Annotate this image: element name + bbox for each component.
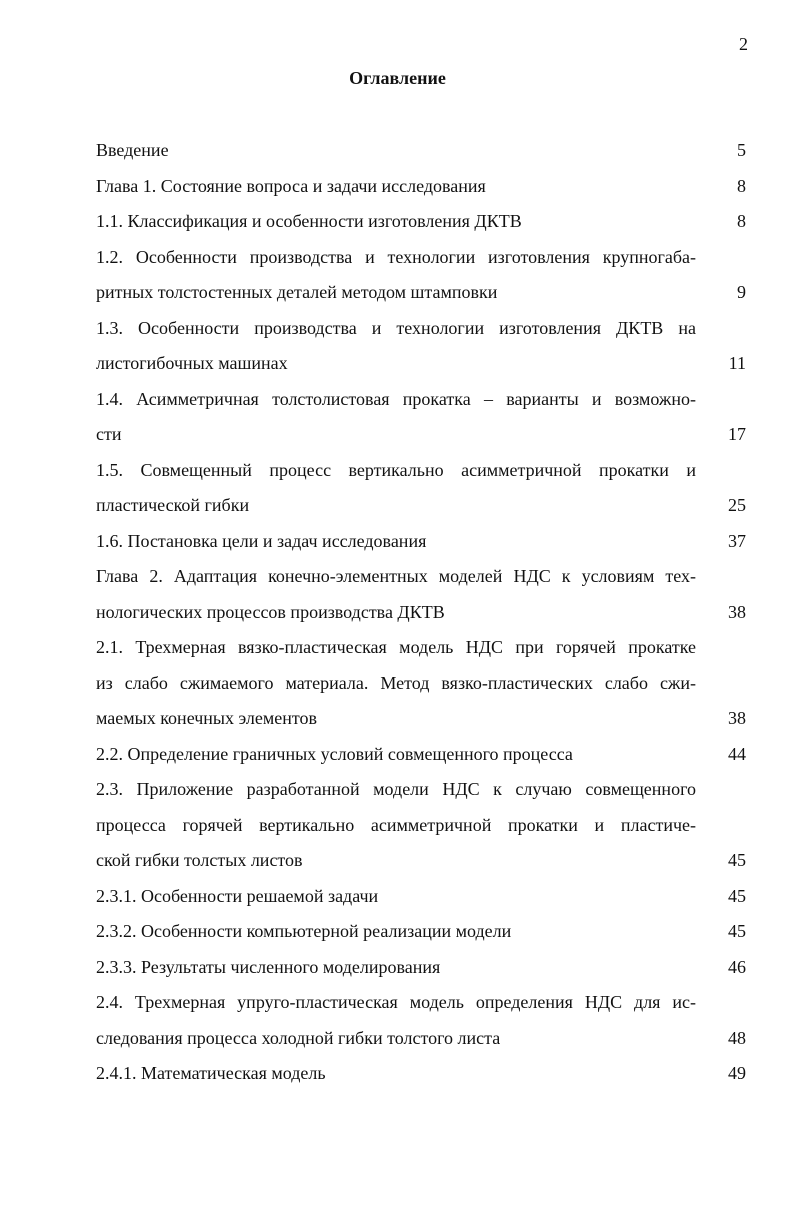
toc-entry-page: 45: [728, 921, 746, 941]
toc-entry-page: 5: [737, 140, 746, 160]
toc-entry-text: 1.3. Особенности производства и технологии изготовления ДКТВ на: [96, 317, 696, 338]
toc-entry-text: 1.1. Классификация и особенности изготовления ДКТВ: [96, 211, 522, 231]
toc-entry-page: 8: [737, 175, 746, 196]
toc-entry: [96, 559, 746, 630]
toc-entry-text: листогибочных машинах: [96, 353, 288, 373]
toc-entry-text: сти: [96, 424, 122, 444]
toc-entry-text: 2.2. Определение граничных условий совмещенного процесса: [96, 743, 573, 764]
toc-entry-text: пластической гибки: [96, 495, 250, 515]
page-number: 2: [739, 34, 748, 54]
toc-entry: [96, 950, 746, 986]
toc-entry-page: 8: [737, 211, 746, 231]
toc-entry: [96, 630, 746, 737]
toc-entry: [96, 453, 746, 524]
toc-entry-page: 48: [728, 1027, 746, 1048]
toc-entry-text: Глава 1. Состояние вопроса и задачи исследования: [96, 175, 486, 196]
toc-entry-text: ритных толстостенных деталей методом штамповки: [96, 282, 498, 302]
toc-entry-page: 46: [728, 956, 746, 977]
toc-entry-page: 11: [728, 353, 746, 373]
toc-entry: [96, 382, 746, 453]
toc-entry: [96, 772, 746, 879]
toc-entry-text: 1.5. Совмещенный процесс вертикально асимметричной прокатки и: [96, 459, 696, 480]
toc-entry: [96, 1056, 746, 1092]
toc-entry-text: 2.3.2. Особенности компьютерной реализации модели: [96, 921, 512, 941]
toc-entry-page: 25: [728, 495, 746, 515]
toc-entry-text: из слабо сжимаемого материала. Метод вязко-пластических слабо сжи-: [96, 672, 696, 693]
toc-entry: [96, 133, 746, 169]
toc-entry-text: 2.1. Трехмерная вязко-пластическая модель НДС при горячей прокатке: [96, 637, 696, 657]
toc-entry: [96, 240, 746, 311]
toc-entry-page: 45: [728, 850, 746, 870]
toc-entry: [96, 879, 746, 915]
page-title: Оглавление: [349, 68, 446, 88]
toc-entry-page: 44: [728, 743, 746, 764]
toc-entry-text: 1.4. Асимметричная толстолистовая прокатка – варианты и возможно-: [96, 388, 696, 409]
toc-entry-text: ской гибки толстых листов: [96, 850, 303, 870]
toc-entry-text: Глава 2. Адаптация конечно-элементных моделей НДС к условиям тех-: [96, 566, 696, 586]
toc-entry-text: 1.2. Особенности производства и технологии изготовления крупногаба-: [96, 246, 696, 267]
toc-entry-page: 38: [728, 708, 746, 728]
toc-entry-text: 2.3.1. Особенности решаемой задачи: [96, 885, 379, 906]
toc-entry-text: нологических процессов производства ДКТВ: [96, 601, 445, 622]
toc-entry-text: 2.4.1. Математическая модель: [96, 1063, 326, 1083]
toc-entry-text: процесса горячей вертикально асимметричной прокатки и пластиче-: [96, 814, 696, 835]
toc-entry-page: 17: [728, 424, 746, 444]
toc-entry-text: 2.3.3. Результаты численного моделирования: [96, 956, 441, 977]
table-of-contents: [96, 133, 746, 1092]
toc-entry: [96, 204, 746, 240]
toc-entry-page: 45: [728, 885, 746, 906]
toc-entry: [96, 169, 746, 205]
toc-entry: [96, 914, 746, 950]
toc-entry-page: 9: [737, 282, 746, 302]
toc-entry-text: 2.3. Приложение разработанной модели НДС к случаю совмещенного: [96, 779, 696, 799]
toc-entry: [96, 737, 746, 773]
toc-entry: [96, 985, 746, 1056]
toc-entry: [96, 311, 746, 382]
toc-entry-page: 38: [728, 601, 746, 622]
toc-entry-text: 2.4. Трехмерная упруго-пластическая модель определения НДС для ис-: [96, 992, 696, 1012]
toc-entry-text: следования процесса холодной гибки толстого листа: [96, 1027, 501, 1048]
toc-entry-page: 49: [728, 1063, 746, 1083]
toc-entry-page: 37: [728, 530, 746, 551]
toc-entry-text: маемых конечных элементов: [96, 708, 318, 728]
toc-entry: [96, 524, 746, 560]
toc-entry-text: 1.6. Постановка цели и задач исследования: [96, 530, 427, 551]
toc-entry-text: Введение: [96, 140, 169, 160]
